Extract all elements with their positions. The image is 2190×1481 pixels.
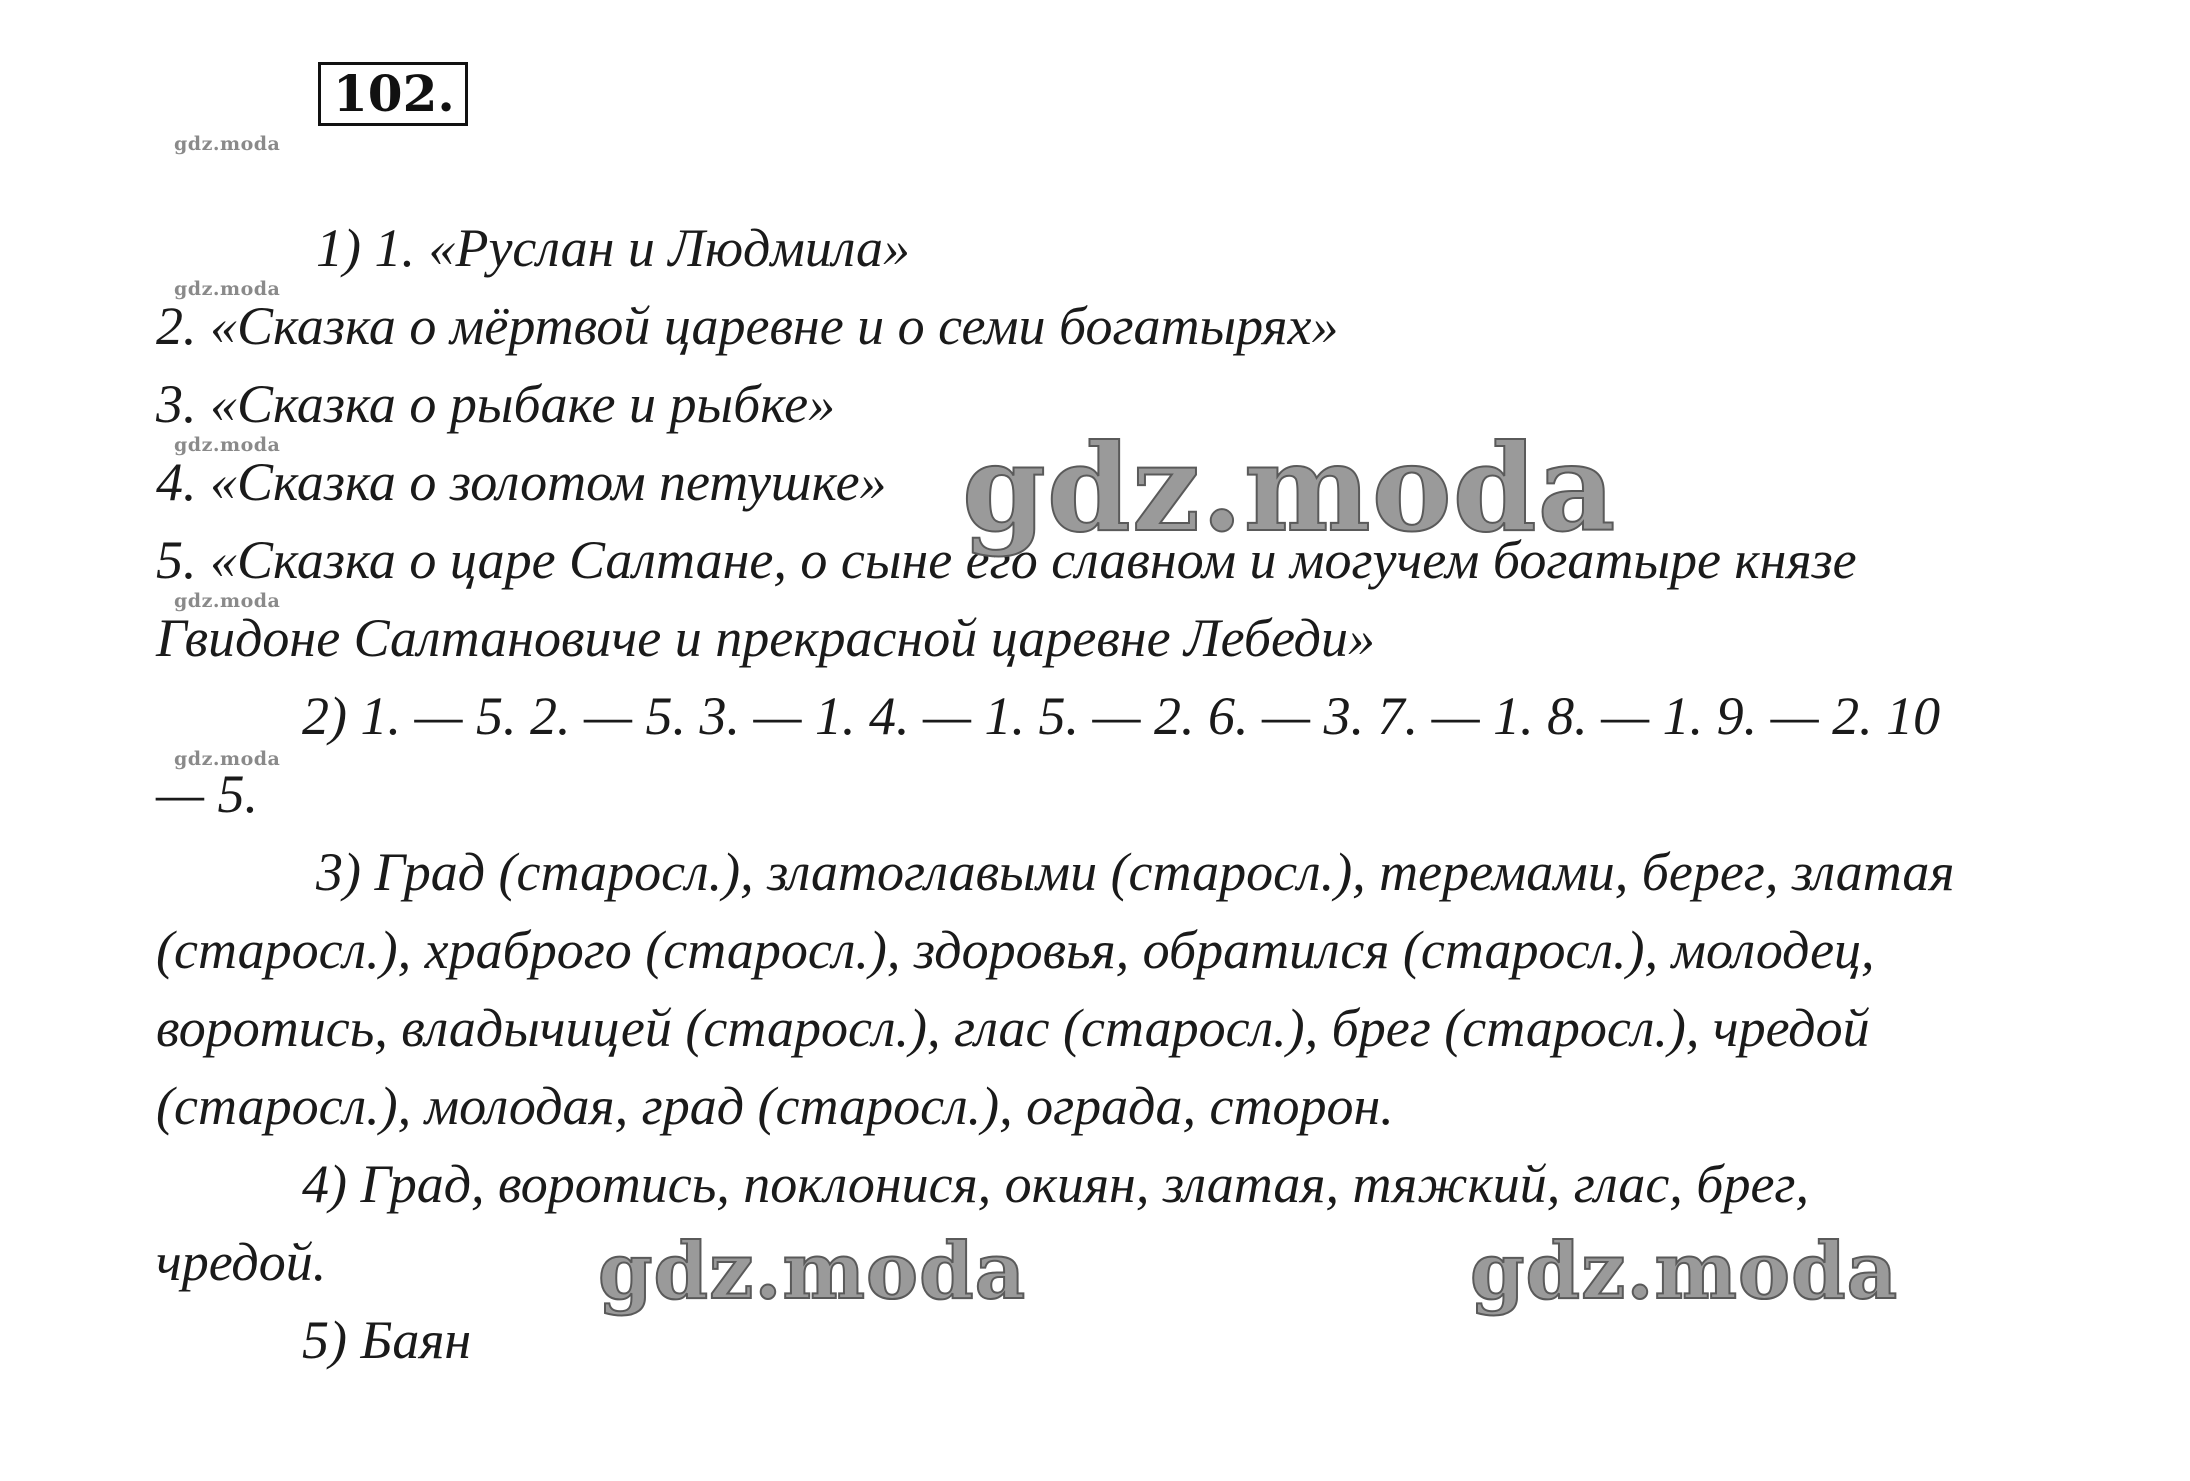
watermark-small: gdz.moda (174, 278, 281, 300)
answer-line-15: 5) Баян (302, 1310, 472, 1370)
answer-line-2: 2. «Сказка о мёртвой царевне и о семи богатырях» (156, 296, 1339, 356)
watermark-small: gdz.moda (174, 748, 281, 770)
answer-line-14: чредой. (156, 1232, 327, 1292)
exercise-number: 102. (318, 62, 468, 126)
answer-line-7: 2) 1. — 5. 2. — 5. 3. — 1. 4. — 1. 5. — 2. 6. — 3. 7. — 1. 8. — 1. 9. — 2. 10 (302, 686, 1941, 746)
answer-line-6: Гвидоне Салтановиче и прекрасной царевне Лебеди» (156, 608, 1375, 668)
answer-line-4: 4. «Сказка о золотом петушке» (156, 452, 887, 512)
answer-line-11: воротись, владычицей (старосл.), глас (старосл.), брег (старосл.), чредой (156, 998, 1870, 1058)
watermark-large: gdz.moda (962, 418, 1617, 559)
answer-line-12: (старосл.), молодая, град (старосл.), ограда, сторон. (156, 1076, 1394, 1136)
watermark-small: gdz.moda (174, 133, 281, 155)
watermark-large: gdz.moda (1470, 1226, 1899, 1317)
answer-line-9: 3) Град (старосл.), златоглавыми (старосл.), теремами, берег, златая (316, 842, 1955, 902)
answer-line-13: 4) Град, воротись, поклонися, окиян, златая, тяжкий, глас, брег, (302, 1154, 1809, 1214)
answer-line-10: (старосл.), храброго (старосл.), здоровья, обратился (старосл.), молодец, (156, 920, 1875, 980)
watermark-large: gdz.moda (598, 1226, 1027, 1317)
answer-line-5: 5. «Сказка о царе Салтане, о сыне его славном и могучем богатыре князе (156, 530, 1857, 590)
watermark-small: gdz.moda (174, 590, 281, 612)
answer-line-1: 1) 1. «Руслан и Людмила» (316, 218, 911, 278)
watermark-small: gdz.moda (174, 434, 281, 456)
answer-line-3: 3. «Сказка о рыбаке и рыбке» (156, 374, 836, 434)
answer-line-8: — 5. (156, 764, 259, 824)
